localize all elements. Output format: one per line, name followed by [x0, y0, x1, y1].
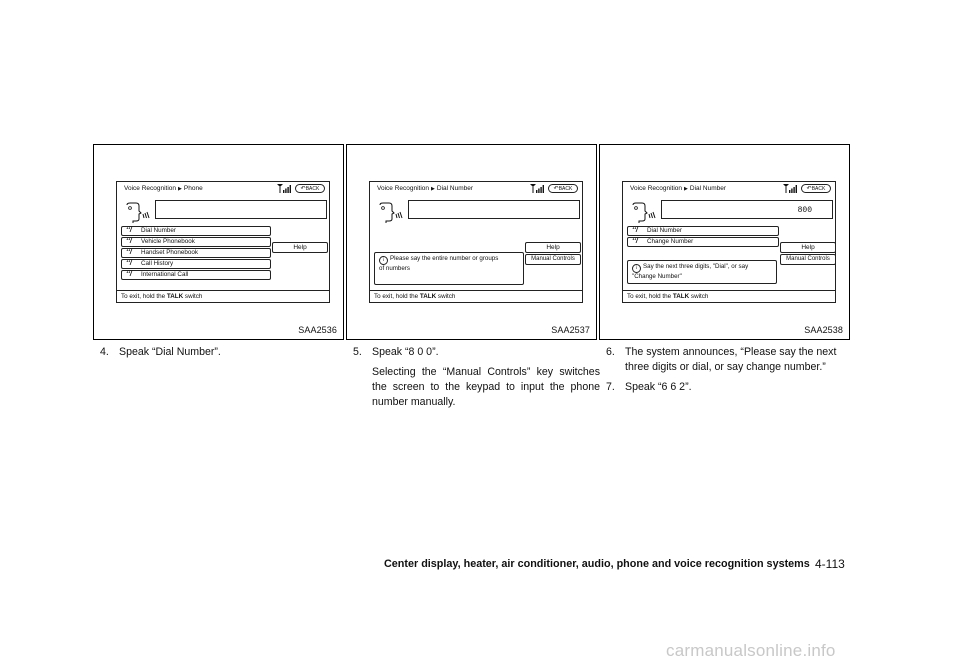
back-button[interactable] [548, 184, 578, 193]
voice-command-icon: ʻʻ/ [126, 249, 132, 256]
back-arrow-icon: ↶ [553, 186, 559, 192]
back-button[interactable] [801, 184, 831, 193]
voice-prompt-box: i Please say the entire number or groups of numbers [374, 252, 524, 285]
signal-strength-icon [277, 184, 293, 193]
exit-instruction: To exit, hold the TALK switch [623, 290, 835, 302]
step-4: 4. Speak “Dial Number”. [100, 346, 221, 358]
back-label: BACK [811, 186, 826, 192]
step-7: 7. Speak “6 6 2”. [606, 381, 692, 393]
figure-saa2537 [346, 144, 597, 340]
menu-item-vehicle-phonebook[interactable]: ʻʻ/ Vehicle Phonebook [121, 237, 271, 247]
breadcrumb-current: Dial Number [436, 185, 474, 192]
breadcrumb-current: Dial Number [689, 185, 727, 192]
phone-screen [116, 181, 330, 303]
signal-strength-icon [530, 184, 546, 193]
voice-command-icon: ʻʻ/ [632, 238, 638, 245]
help-button[interactable]: Help [780, 242, 836, 253]
figure-code: SAA2537 [551, 325, 590, 335]
voice-command-icon: ʻʻ/ [126, 238, 132, 245]
number-display-field [408, 200, 580, 219]
breadcrumb-current: Phone [183, 185, 203, 192]
back-label: BACK [558, 186, 573, 192]
dial-number-screen [622, 181, 836, 303]
voice-command-icon: ʻʻ/ [126, 260, 132, 267]
menu-item-call-history[interactable]: ʻʻ/ Call History [121, 259, 271, 269]
manual-controls-button[interactable]: Manual Controls [780, 254, 836, 265]
menu-item-change-number[interactable]: ʻʻ/ Change Number [627, 237, 779, 247]
step-5-note: Selecting the “Manual Controls” key switches the screen to the keypad to input the phone number manually. [372, 366, 600, 408]
step-6: 6. The system announces, “Please say the next three digits or dial, or say change number.” [606, 346, 837, 373]
info-icon: i [379, 256, 388, 265]
voice-command-icon: ʻʻ/ [632, 227, 638, 234]
figure-saa2538 [599, 144, 850, 340]
figure-saa2536 [93, 144, 344, 340]
voice-prompt-box: i Say the next three digits, "Dial", or say "Change Number" [627, 260, 777, 284]
title-bar [117, 182, 329, 196]
info-icon: i [632, 264, 641, 273]
dial-number-screen [369, 181, 583, 303]
back-label: BACK [305, 186, 320, 192]
breadcrumb-root: Voice Recognition [377, 185, 430, 192]
page-number: 4-113 [815, 557, 845, 571]
step-5: 5. Speak “8 0 0”. [353, 346, 439, 358]
back-arrow-icon: ↶ [300, 186, 306, 192]
breadcrumb-separator-icon: ▶ [431, 186, 435, 192]
menu-item-dial-number[interactable]: ʻʻ/ Dial Number [121, 226, 271, 236]
breadcrumb-root: Voice Recognition [630, 185, 683, 192]
title-bar [623, 182, 835, 196]
back-arrow-icon: ↶ [806, 186, 812, 192]
number-display-field [155, 200, 327, 219]
figure-code: SAA2536 [298, 325, 337, 335]
watermark: carmanualsonline.info [666, 641, 836, 660]
talk-head-icon [630, 202, 656, 224]
signal-strength-icon [783, 184, 799, 193]
title-bar [370, 182, 582, 196]
breadcrumb-separator-icon: ▶ [684, 186, 688, 192]
talk-head-icon [377, 202, 403, 224]
section-title: Center display, heater, air conditioner, audio, phone and voice recognition systems [384, 558, 810, 570]
voice-command-icon: ʻʻ/ [126, 271, 132, 278]
back-button[interactable] [295, 184, 325, 193]
exit-instruction: To exit, hold the TALK switch [370, 290, 582, 302]
menu-item-handset-phonebook[interactable]: ʻʻ/ Handset Phonebook [121, 248, 271, 258]
menu-item-dial-number[interactable]: ʻʻ/ Dial Number [627, 226, 779, 236]
exit-instruction: To exit, hold the TALK switch [117, 290, 329, 302]
figure-code: SAA2538 [804, 325, 843, 335]
talk-head-icon [124, 202, 150, 224]
breadcrumb-separator-icon: ▶ [178, 186, 182, 192]
help-button[interactable]: Help [525, 242, 581, 253]
help-button[interactable]: Help [272, 242, 328, 253]
voice-command-icon: ʻʻ/ [126, 227, 132, 234]
number-display-field: 800 [661, 200, 833, 219]
manual-controls-button[interactable]: Manual Controls [525, 254, 581, 265]
breadcrumb-root: Voice Recognition [124, 185, 177, 192]
menu-item-international-call[interactable]: ʻʻ/ International Call [121, 270, 271, 280]
